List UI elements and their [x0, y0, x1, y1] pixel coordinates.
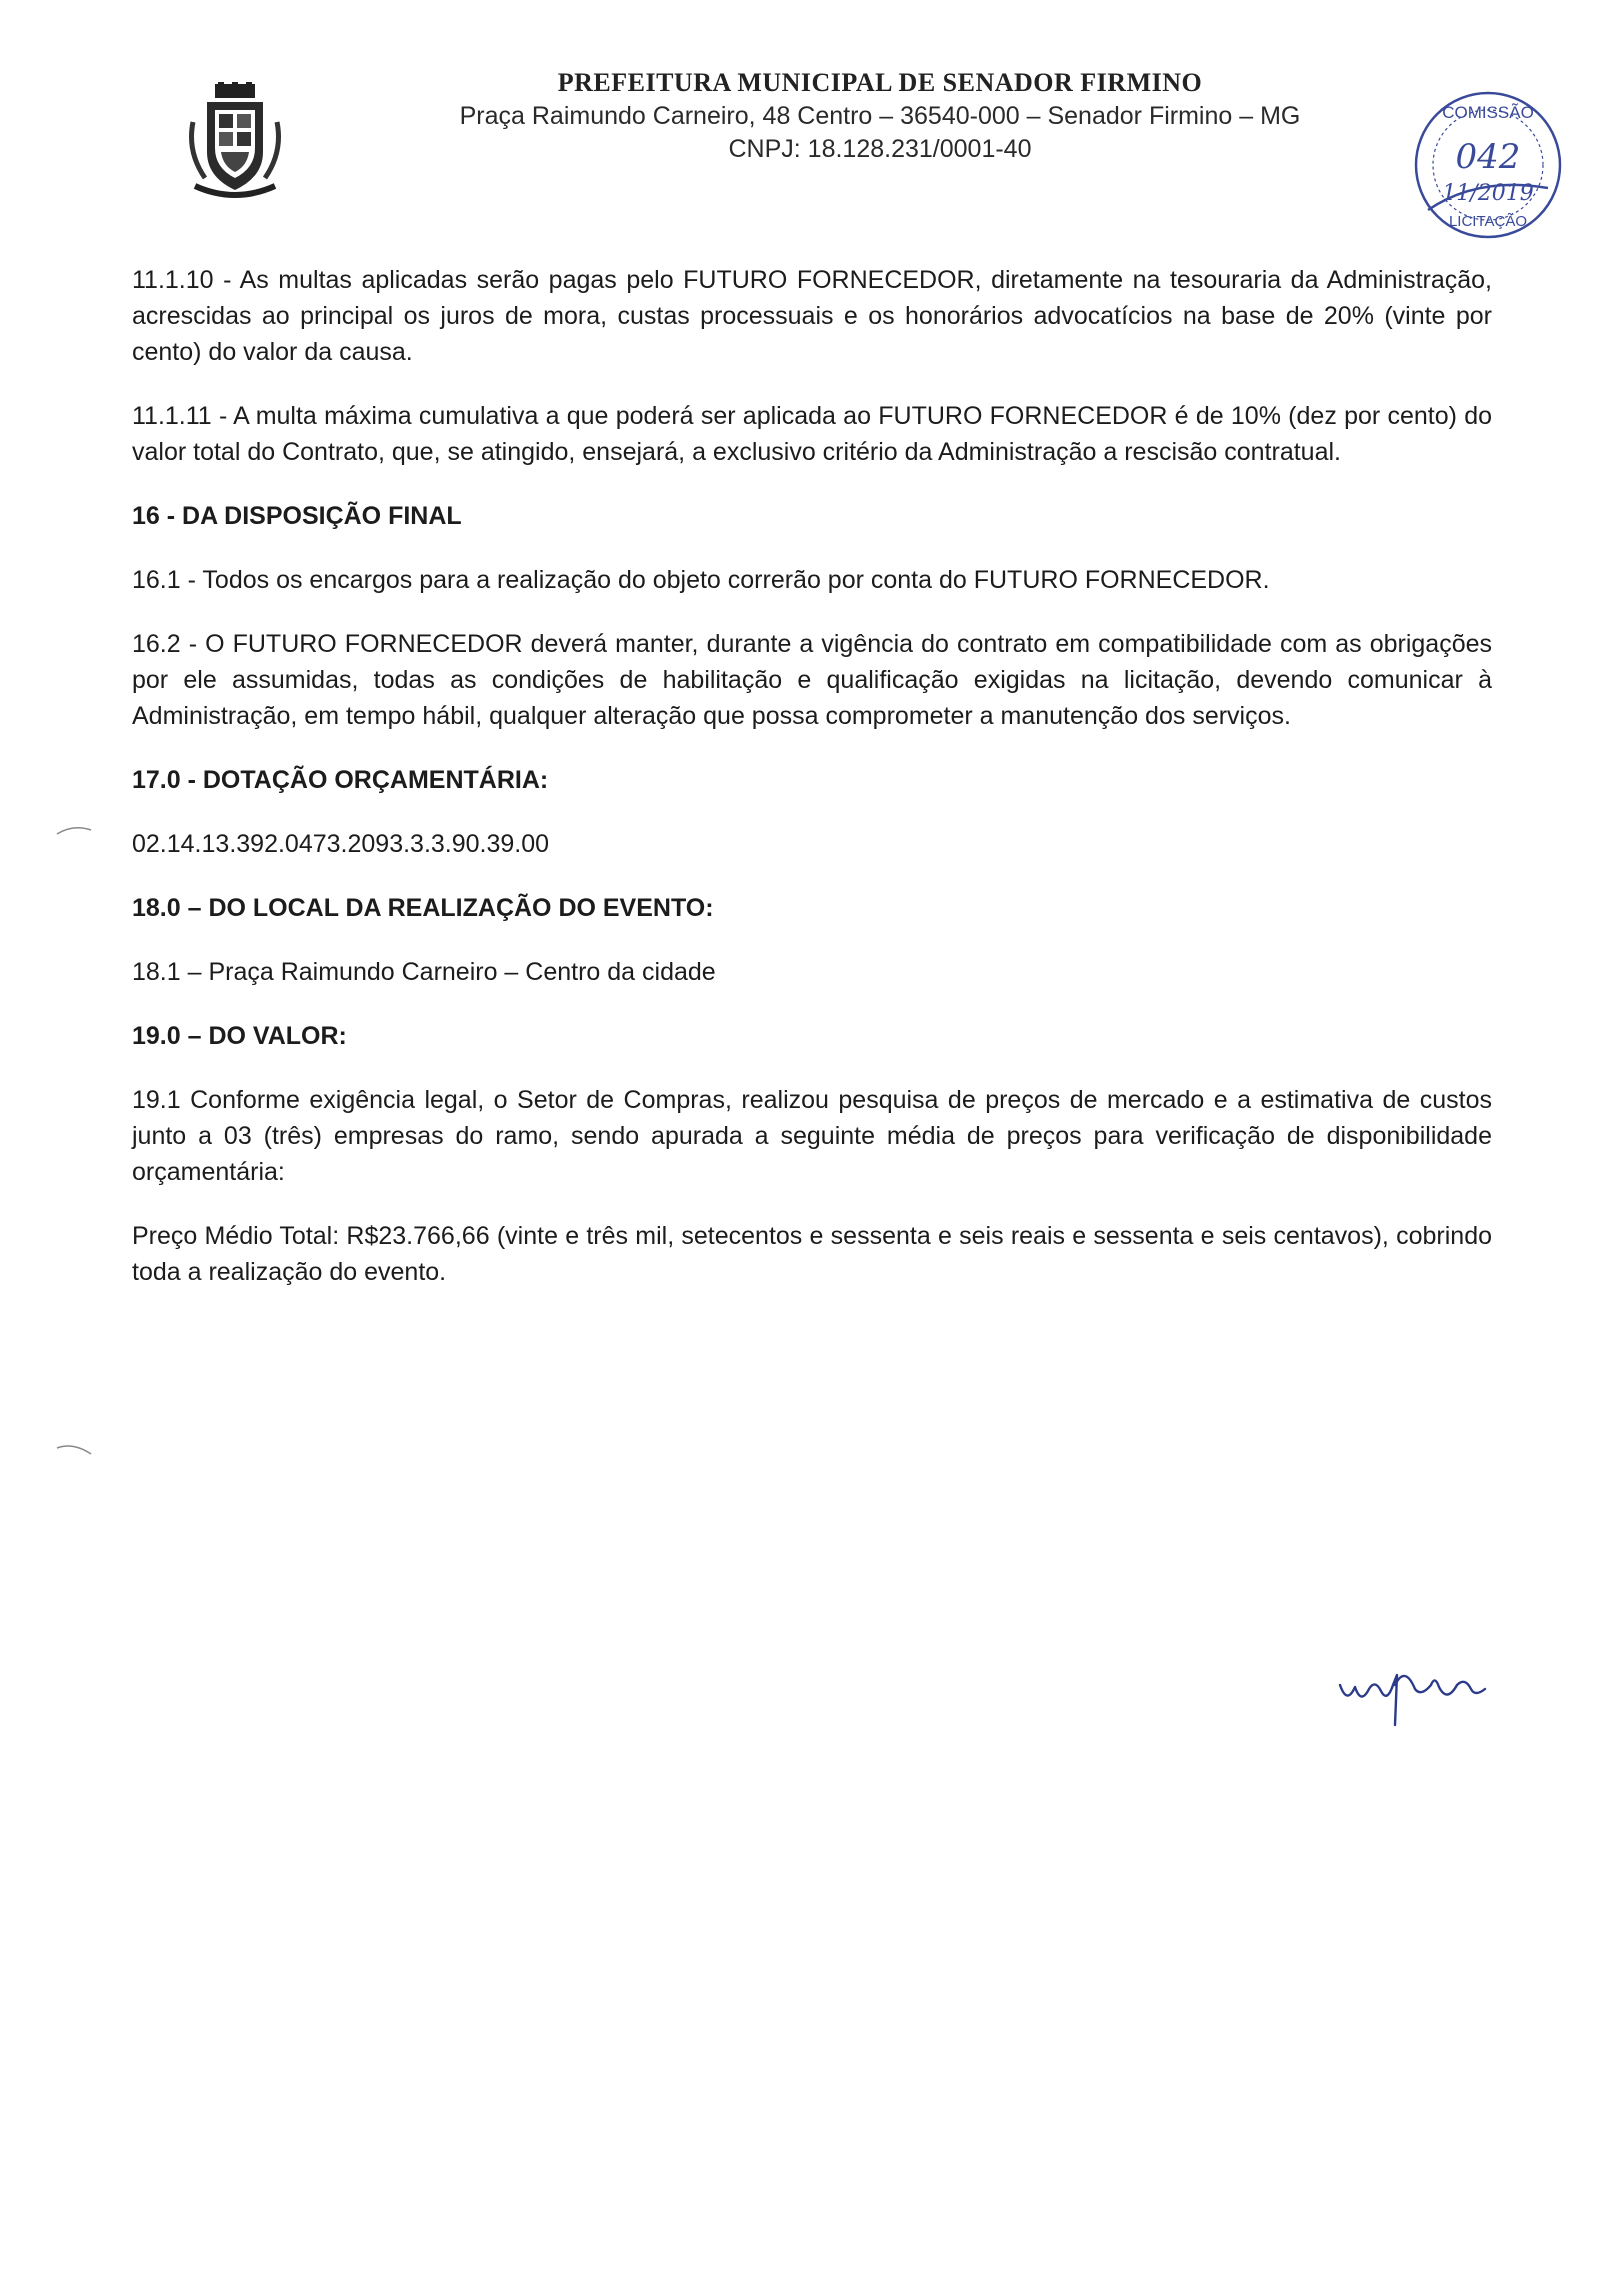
letterhead-text — [380, 68, 1380, 164]
municipal-crest-icon — [185, 82, 285, 202]
handwritten-initials-icon — [1335, 1645, 1535, 1735]
section-17-heading: 17.0 - DOTAÇÃO ORÇAMENTÁRIA: — [132, 766, 549, 794]
commission-stamp-icon — [1408, 80, 1568, 250]
letterhead — [0, 60, 1600, 230]
clause-16-2: 16.2 - O FUTURO FORNECEDOR deverá manter, durante a vigência do contrato em compatibilidade com as obrigações por ele assumidas, todas as condições de habilitação e qualificação exigidas na licitação, devendo comunicar à Administração, em tempo hábil, qualquer alteração que possa comprometer a manutenção dos serviços. — [132, 630, 1492, 730]
section-16-heading: 16 - DA DISPOSIÇÃO FINAL — [132, 502, 462, 530]
clause-11-1-11: 11.1.11 - A multa máxima cumulativa a que poderá ser aplicada ao FUTURO FORNECEDOR é de 10% (dez por cento) do valor total do Contrato, que, se atingido, ensejará, a exclusivo critério da Administração a rescisão contratual. — [132, 402, 1492, 466]
section-18-heading: 18.0 – DO LOCAL DA REALIZAÇÃO DO EVENTO: — [132, 894, 714, 922]
organization-address: Praça Raimundo Carneiro, 48 Centro – 36540-000 – Senador Firmino – MG — [459, 102, 1301, 130]
stamp-handwritten-date: 11/2019 — [1442, 181, 1534, 206]
stamp-bottom-text: LICITAÇÃO — [1448, 213, 1528, 230]
clause-19-1: 19.1 Conforme exigência legal, o Setor de Compras, realizou pesquisa de preços de mercado e a estimativa de custos junto a 03 (três) empresas do ramo, sendo apurada a seguinte média de preços para verificação de disponibilidade orçamentária: — [132, 1086, 1492, 1186]
organization-cnpj: CNPJ: 18.128.231/0001-40 — [728, 135, 1032, 163]
clause-16-1: 16.1 - Todos os encargos para a realização do objeto correrão por conta do FUTURO FORNECEDOR. — [132, 566, 1270, 594]
organization-name: PREFEITURA MUNICIPAL DE SENADOR FIRMINO — [557, 68, 1203, 97]
average-price-total: Preço Médio Total: R$23.766,66 (vinte e três mil, setecentos e sessenta e seis reais e sessenta e seis centavos), cobrindo toda a realização do evento. — [132, 1222, 1492, 1286]
clause-18-1: 18.1 – Praça Raimundo Carneiro – Centro da cidade — [132, 958, 716, 986]
margin-mark-icon — [55, 820, 95, 840]
section-19-heading: 19.0 – DO VALOR: — [132, 1022, 347, 1050]
document-body — [132, 262, 1492, 1318]
budget-allocation-code: 02.14.13.392.0473.2093.3.3.90.39.00 — [132, 830, 550, 858]
clause-11-1-10: 11.1.10 - As multas aplicadas serão pagas pelo FUTURO FORNECEDOR, diretamente na tesouraria da Administração, acrescidas ao principal os juros de mora, custas processuais e os honorários advocatícios na base de 20% (vinte por cento) do valor da causa. — [132, 266, 1492, 366]
stamp-number: 042 — [1455, 137, 1521, 177]
margin-mark-icon — [55, 1440, 95, 1460]
stamp-top-text: COMISSÃO — [1442, 103, 1534, 122]
